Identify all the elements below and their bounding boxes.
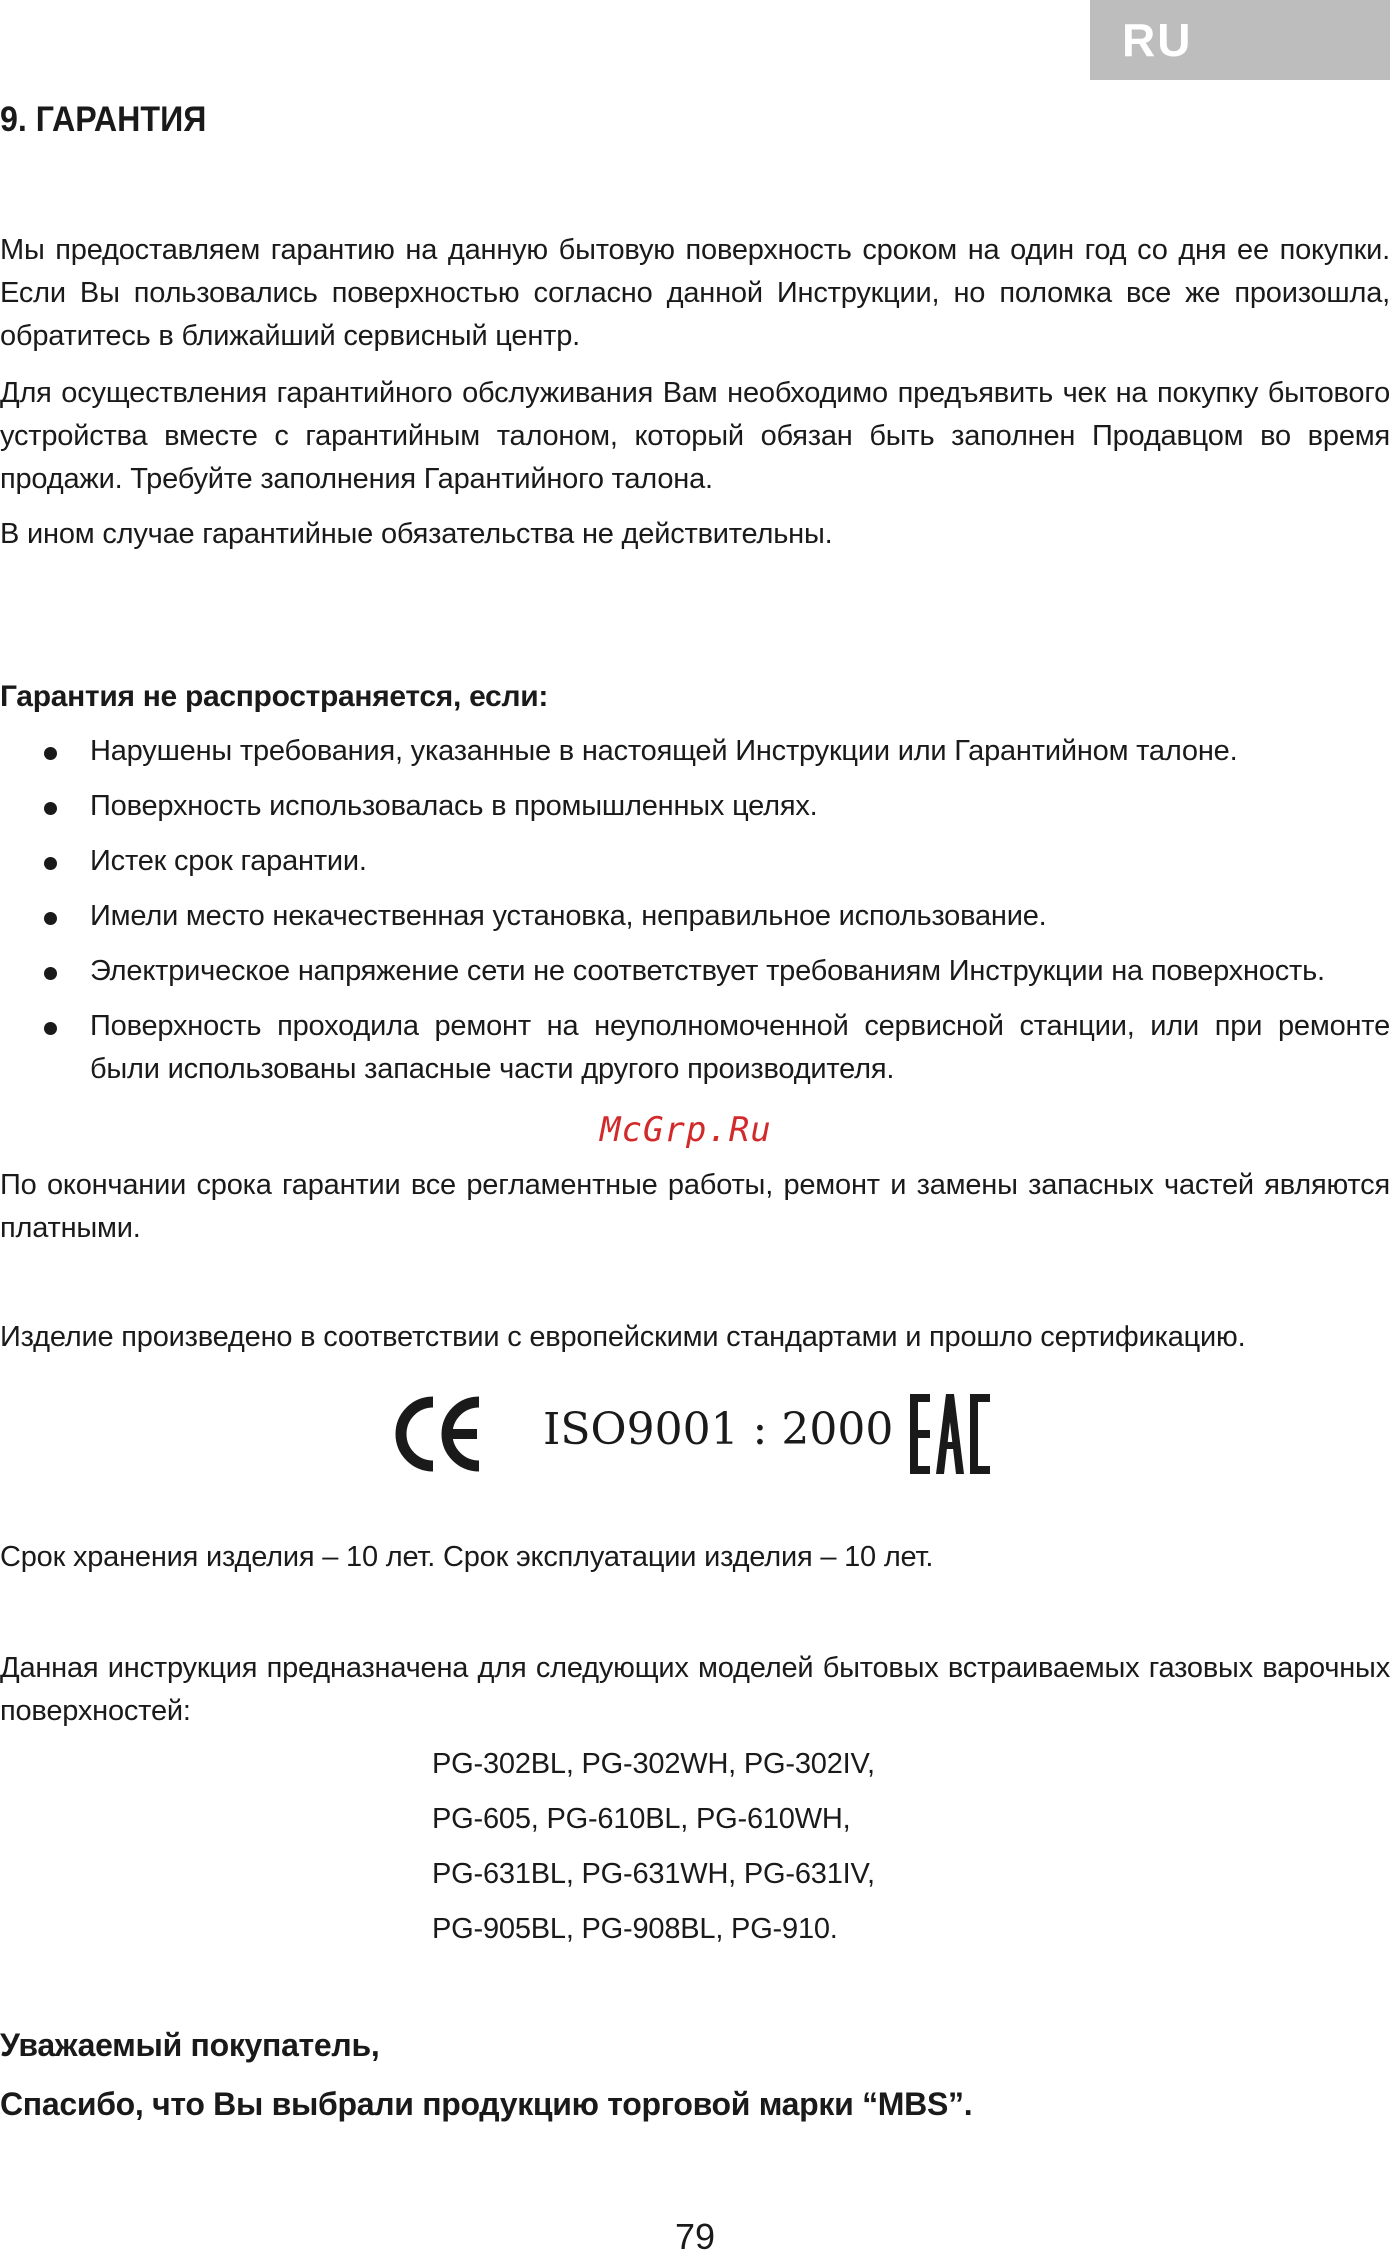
list-item (0, 785, 1390, 828)
list-item (0, 895, 1390, 938)
bullet-icon (44, 747, 57, 760)
bullet-icon (44, 1022, 57, 1035)
list-item (0, 1005, 1390, 1091)
watermark: McGrp.Ru (600, 1110, 772, 1150)
warranty-paragraph: Мы предоставляем гарантию на данную бытовую поверхность сроком на один год со дня ее покупки. Если Вы пользовались поверхностью согласно данной Инструкции, но поломка все же произошла, обратитесь в ближайший сервисный центр. (0, 234, 1390, 352)
list-item-text: Имели место некачественная установка, неправильное использование. (90, 900, 1047, 932)
list-item-text: Поверхность использовалась в промышленных целях. (90, 790, 818, 822)
bullet-icon (44, 857, 57, 870)
eac-mark-icon (910, 1392, 990, 1476)
exclusions-list (0, 730, 1390, 1103)
bullet-icon (44, 912, 57, 925)
list-item-text: Поверхность проходила ремонт на неуполномоченной сервисной станции, или при ремонте были использованы запасные части другого производителя. (90, 1010, 1390, 1085)
bullet-icon (44, 802, 57, 815)
list-item (0, 730, 1390, 773)
list-item (0, 840, 1390, 883)
section-title: 9. ГАРАНТИЯ (0, 100, 207, 139)
lifetime-paragraph: Срок хранения изделия – 10 лет. Срок эксплуатации изделия – 10 лет. (0, 1541, 934, 1573)
list-item (0, 950, 1390, 993)
bullet-icon (44, 967, 57, 980)
exclusions-heading: Гарантия не распространяется, если: (0, 680, 549, 713)
service-paragraph: Для осуществления гарантийного обслуживания Вам необходимо предъявить чек на покупку бытового устройства вместе с гарантийным талоном, который обязан быть заполнен Продавцом во время продажи. Требуйте заполнения Гарантийного талона. (0, 377, 1390, 495)
after-warranty-paragraph: По окончании срока гарантии все регламентные работы, ремонт и замены запасных частей являются платными. (0, 1169, 1390, 1244)
page-number: 79 (674, 2216, 716, 2257)
model-line: PG-631BL, PG-631WH, PG-631IV, (432, 1858, 875, 1890)
certification-paragraph: Изделие произведено в соответствии с европейскими стандартами и прошло сертификацию. (0, 1321, 1246, 1353)
closing-greeting: Уважаемый покупатель, (0, 2027, 380, 2063)
model-line: PG-605, PG-610BL, PG-610WH, (432, 1803, 851, 1835)
closing-thanks: Спасибо, что Вы выбрали продукцию торговой марки “MBS”. (0, 2086, 973, 2122)
certification-marks (395, 1388, 995, 1484)
invalid-warranty-paragraph: В ином случае гарантийные обязательства не действительны. (0, 518, 833, 550)
model-line: PG-302BL, PG-302WH, PG-302IV, (432, 1748, 875, 1780)
language-tab: RU (1090, 0, 1390, 80)
list-item-text: Нарушены требования, указанные в настоящей Инструкции или Гарантийном талоне. (90, 735, 1238, 767)
ce-mark-icon (395, 1394, 485, 1474)
models-list (432, 1743, 875, 1963)
model-line: PG-905BL, PG-908BL, PG-910. (432, 1913, 838, 1945)
iso-label: ISO9001 : 2000 (543, 1404, 894, 1455)
list-item-text: Истек срок гарантии. (90, 845, 367, 877)
list-item-text: Электрическое напряжение сети не соответствует требованиям Инструкции на поверхность. (90, 955, 1325, 987)
models-intro: Данная инструкция предназначена для следующих моделей бытовых встраиваемых газовых варочных поверхностей: (0, 1652, 1390, 1727)
